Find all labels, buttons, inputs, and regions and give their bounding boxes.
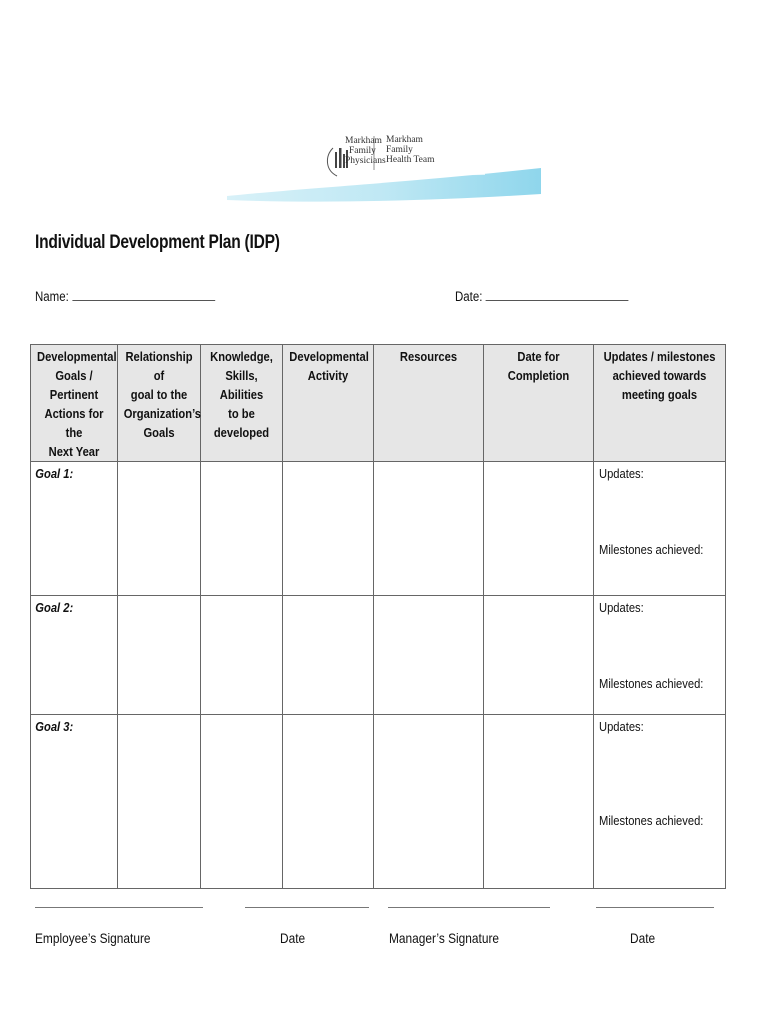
header-text: Developmental xyxy=(289,349,369,364)
header-relationship xyxy=(118,345,201,462)
milestones-label: Milestones achieved: xyxy=(599,813,704,828)
table-cell[interactable] xyxy=(484,715,594,889)
goal-label: Goal 1: xyxy=(35,466,74,481)
employee-signature-label: Employee’s Signature xyxy=(35,930,151,946)
updates-label: Updates: xyxy=(599,600,644,615)
date-label-1: Date xyxy=(280,930,306,946)
goal-label: Goal 3: xyxy=(35,719,74,734)
header-text: Relationship of xyxy=(125,349,193,383)
name-label: Name: xyxy=(35,289,69,304)
header-knowledge-skills xyxy=(201,345,283,462)
manager-signature-line[interactable] xyxy=(388,906,550,908)
header-text: developed xyxy=(213,425,270,440)
logo-right-line2: Family xyxy=(386,145,413,155)
table-cell[interactable] xyxy=(283,596,374,715)
table-cell[interactable] xyxy=(201,462,283,596)
date-line-2[interactable] xyxy=(596,906,714,908)
logo-left-line2: Family xyxy=(349,146,376,156)
header-text: Goals xyxy=(143,425,175,440)
header-text: meeting goals xyxy=(621,387,698,402)
table-row xyxy=(31,715,726,889)
date-field[interactable] xyxy=(455,289,628,304)
name-input-line[interactable] xyxy=(72,290,215,301)
header-text: Date for Completion xyxy=(507,349,570,383)
table-row xyxy=(31,462,726,596)
header-developmental-activity xyxy=(283,345,374,462)
page-title: Individual Development Plan (IDP) xyxy=(35,232,280,253)
header-text: Organization’s xyxy=(123,406,201,421)
header-text: Knowledge, xyxy=(210,349,273,364)
header-text: Goals / Pertinent xyxy=(49,368,99,402)
header-text: Developmental xyxy=(37,349,117,364)
table-cell[interactable] xyxy=(118,715,201,889)
goal-cell[interactable] xyxy=(31,715,118,889)
table-cell[interactable] xyxy=(374,715,484,889)
header-text: goal to the xyxy=(130,387,188,402)
table-cell[interactable] xyxy=(374,462,484,596)
milestones-label: Milestones achieved: xyxy=(599,676,704,691)
table-cell[interactable] xyxy=(283,462,374,596)
header-updates-milestones xyxy=(594,345,726,462)
header-text: Updates / milestones xyxy=(603,349,716,364)
updates-cell[interactable] xyxy=(594,596,726,715)
goal-cell[interactable] xyxy=(31,462,118,596)
manager-signature-label: Manager’s Signature xyxy=(389,930,500,946)
logo-left-line3: Physicians xyxy=(345,156,386,166)
updates-label: Updates: xyxy=(599,466,644,481)
table-cell[interactable] xyxy=(201,596,283,715)
date-label: Date: xyxy=(455,289,483,304)
idp-table xyxy=(30,344,726,889)
logo-right-line1: Markham xyxy=(386,135,423,145)
logo-left-line1: Markham xyxy=(345,136,382,146)
table-cell[interactable] xyxy=(484,596,594,715)
header-developmental-goals xyxy=(31,345,118,462)
header-text: achieved towards xyxy=(612,368,707,383)
table-cell[interactable] xyxy=(118,596,201,715)
date-line-1[interactable] xyxy=(245,906,369,908)
table-cell[interactable] xyxy=(283,715,374,889)
markham-logo xyxy=(225,118,545,210)
table-cell[interactable] xyxy=(374,596,484,715)
header-text: Activity xyxy=(307,368,349,383)
header-text: Next Year xyxy=(48,444,100,459)
logo-right-line3: Health Team xyxy=(386,155,435,165)
header-text: Resources xyxy=(399,349,458,364)
goal-label: Goal 2: xyxy=(35,600,74,615)
goal-cell[interactable] xyxy=(31,596,118,715)
table-cell[interactable] xyxy=(201,715,283,889)
table-cell[interactable] xyxy=(118,462,201,596)
header-text: to be xyxy=(228,406,255,421)
updates-cell[interactable] xyxy=(594,462,726,596)
header-text: Skills, Abilities xyxy=(219,368,264,402)
date-input-line[interactable] xyxy=(486,290,629,301)
date-label-2: Date xyxy=(630,930,656,946)
table-header-row xyxy=(31,345,726,462)
header-resources xyxy=(374,345,484,462)
employee-signature-line[interactable] xyxy=(35,906,203,908)
header-text: Actions for the xyxy=(44,406,104,440)
table-cell[interactable] xyxy=(484,462,594,596)
updates-cell[interactable] xyxy=(594,715,726,889)
header-date-completion xyxy=(484,345,594,462)
name-field[interactable] xyxy=(35,289,215,304)
table-row xyxy=(31,596,726,715)
updates-label: Updates: xyxy=(599,719,644,734)
milestones-label: Milestones achieved: xyxy=(599,542,704,557)
